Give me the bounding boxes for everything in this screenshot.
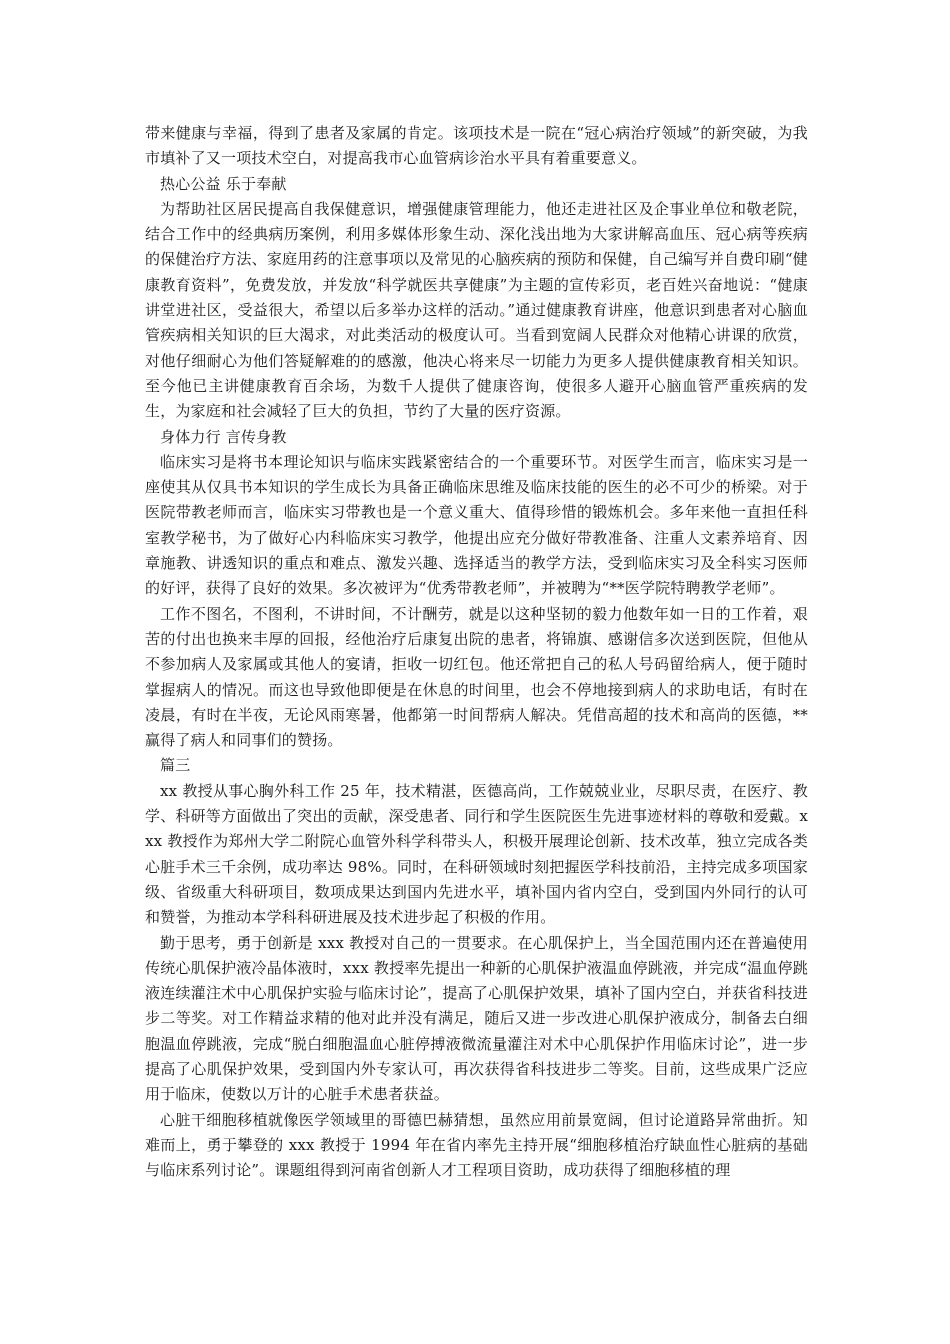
document-page <box>145 121 808 1183</box>
paragraph-dedication: 工作不图名，不图利，不讲时间，不计酬劳，就是以这种坚韧的毅力他数年如一日的工作着，艰苦的付出也换来丰厚的回报，经他治疗后康复出院的患者，将锦旗、感谢信多次送到医院，但他从不参加病人及家属或其他人的宴请，拒收一切红包。他还常把自己的私人号码留给病人，便于随时掌握病人的情况。而这也导致他即便是在休息的时间里，也会不停地接到病人的求助电话，有时在凌晨，有时在半夜，无论风雨寒暑，他都第一时间帮病人解决。凭借高超的技术和高尚的医德，**赢得了病人和同事们的赞扬。 <box>145 604 808 750</box>
section-heading-teaching: 身体力行 言传身教 <box>160 427 287 446</box>
paragraph-clinical-internship: 临床实习是将书本理论知识与临床实践紧密结合的一个重要环节。对医学生而言，临床实习是一座使其从仅具书本知识的学生成长为具备正确临床思维及临床技能的医生的必不可少的桥梁。对于医院带教老师而言，临床实习带教也是一个意义重大、值得珍惜的锻炼机会。多年来他一直担任科室教学秘书，为了做好心内科临床实习教学，他提出应充分做好带教准备、注重人文素养培育、因章施教、讲透知识的重点和难点、激发兴趣、选择适当的教学方法，受到临床实习及全科实习医师的好评，获得了良好的效果。多次被评为“优秀带教老师”，并被聘为“**医学院特聘教学老师”。 <box>145 452 808 598</box>
section-heading-public-welfare: 热心公益 乐于奉献 <box>160 174 287 193</box>
paragraph-stem-cell: 心脏干细胞移植就像医学领域里的哥德巴赫猜想，虽然应用前景宽阔，但讨论道路异常曲折。知难而上，勇于攀登的 xxx 教授于 1994 年在省内率先主持开展“细胞移植治疗缺血性心脏病的基础与临床系列讨论”。课题组得到河南省创新人才工程项目资助，成功获得了细胞移植的理 <box>145 1110 808 1180</box>
section-heading-part-three: 篇三 <box>160 756 191 775</box>
paragraph-intro: 带来健康与幸福，得到了患者及家属的肯定。该项技术是一院在“冠心病治疗领域”的新突破，为我市填补了又一项技术空白，对提高我市心血管病诊治水平具有着重要意义。 <box>145 124 808 168</box>
paragraph-professor-intro: xx 教授从事心胸外科工作 25 年，技术精湛，医德高尚，工作兢兢业业，尽职尽责，在医疗、教学、科研等方面做出了突出的贡献，深受患者、同行和学生医院医生先进事迹材料的尊敬和爱戴。xxx 教授作为郑州大学二附院心血管外科学科带头人，积极开展理论创新、技术改革，独立完成各类心脏手术三千余例，成功率达 98%。同时，在科研领域时刻把握医学科技前沿，主持完成多项国家级、省级重大科研项目，数项成果达到国内先进水平，填补国内省内空白，受到国内外同行的认可和赞誉，为推动本学科科研进展及技术进步起了积极的作用。 <box>145 781 808 927</box>
paragraph-health-education: 为帮助社区居民提高自我保健意识，增强健康管理能力，他还走进社区及企事业单位和敬老院，结合工作中的经典病历案例，利用多媒体形象生动、深化浅出地为大家讲解高血压、冠心病等疾病的保健治疗方法、家庭用药的注意事项以及常见的心脑疾病的预防和保健，自己编写并自费印刷“健康教育资料”，免费发放，并发放“科学就医共享健康”为主题的宣传彩页，老百姓兴奋地说：“健康讲堂进社区，受益很大，希望以后多举办这样的活动。”通过健康教育讲座，他意识到患者对心脑血管疾病相关知识的巨大渴求，对此类活动的极度认可。当看到宽阔人民群众对他精心讲课的欣赏，对他仔细耐心为他们答疑解难的的感激，他决心将来尽一切能力为更多人提供健康教育相关知识。至今他已主讲健康教育百余场，为数千人提供了健康咨询，使很多人避开心脑血管严重疾病的发生，为家庭和社会减轻了巨大的负担，节约了大量的医疗资源。 <box>145 199 808 421</box>
paragraph-innovation: 勤于思考，勇于创新是 xxx 教授对自己的一贯要求。在心肌保护上，当全国范围内还在普遍使用传统心肌保护液冷晶体液时，xxx 教授率先提出一种新的心肌保护液温血停跳液，并完成“温血停跳液连续灌注术中心肌保护实验与临床讨论”，提高了心肌保护效果，填补了国内空白，并获省科技进步二等奖。对工作精益求精的他对此并没有满足，随后又进一步改进心肌保护液成分，制备去白细胞温血停跳液，完成“脱白细胞温血心脏停搏液微流量灌注对术中心肌保护作用临床讨论”，进一步提高了心肌保护效果，受到国内外专家认可，再次获得省科技进步二等奖。目前，这些成果广泛应用于临床，使数以万计的心脏手术患者获益。 <box>145 933 808 1104</box>
